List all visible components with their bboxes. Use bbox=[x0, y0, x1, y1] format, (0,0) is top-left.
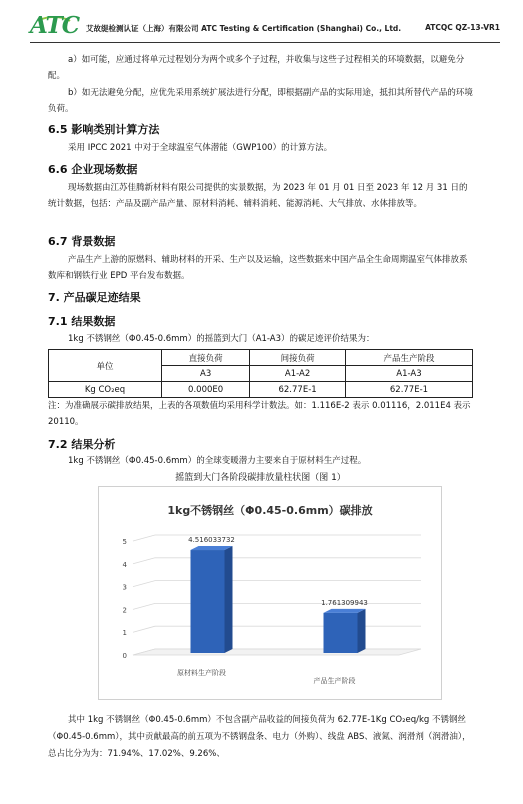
y-tick-label: 2 bbox=[122, 606, 127, 615]
header-doc-code: ATCQC QZ-13-VR1 bbox=[425, 23, 500, 32]
company-logo bbox=[30, 12, 78, 40]
paragraph-6-7: 产品生产上游的原燃料、辅助材料的开采、生产以及运输，这些数据来中国产品全生命周期温室气体排放系数库和钢铁行业 EPD 平台发布数据。 bbox=[48, 255, 468, 281]
table-note: 注：为准确展示碳排放结果，上表的各项数值均采用科学计数法。如：1.116E-2 表示 0.01116，2.011E4 表示 20110。 bbox=[48, 401, 471, 427]
chart-container bbox=[98, 486, 442, 700]
y-tick-label: 3 bbox=[122, 583, 127, 592]
gridline bbox=[133, 558, 421, 564]
results-table bbox=[48, 349, 473, 398]
data-label: 4.516033732 bbox=[188, 536, 235, 545]
gridline bbox=[133, 603, 421, 609]
table-sub-production: A1-A3 bbox=[345, 366, 472, 382]
heading-6-7: 6.7 背景数据 bbox=[48, 235, 116, 248]
x-category-label: 产品生产阶段 bbox=[313, 677, 356, 685]
table-cell-unit: Kg CO₂eq bbox=[49, 382, 162, 398]
y-tick-label: 1 bbox=[122, 629, 127, 638]
header-divider bbox=[30, 42, 500, 43]
bar bbox=[324, 613, 358, 653]
paragraph-7-2: 1kg 不锈钢丝（Φ0.45-0.6mm）的全球变暖潜力主要来自于原材料生产过程。 bbox=[68, 456, 367, 466]
gridline bbox=[133, 581, 421, 587]
header-company-name: 艾故缇检测认证（上海）有限公司 ATC Testing & Certification (Shanghai) Co., Ltd. bbox=[86, 24, 402, 33]
table-cell-production: 62.77E-1 bbox=[345, 382, 472, 398]
paragraph-6-6: 现场数据由江苏佳腾新材料有限公司提供的实景数据，为 2023 年 01 月 01 日至 2023 年 12 月 31 日的统计数据，包括：产品及副产品产量、原材料消耗、辅料消耗、能源消耗、大气排放、水体排放等。 bbox=[48, 183, 468, 209]
y-tick-label: 4 bbox=[122, 560, 127, 569]
bar-chart bbox=[99, 487, 441, 699]
heading-6-6: 6.6 企业现场数据 bbox=[48, 163, 138, 176]
x-category-label: 原材料生产阶段 bbox=[177, 669, 226, 677]
heading-7-1: 7.1 结果数据 bbox=[48, 315, 116, 328]
table-sub-indirect: A1-A2 bbox=[250, 366, 346, 382]
figure-caption: 摇篮到大门各阶段碳排放量柱状图（图 1） bbox=[175, 473, 346, 483]
table-cell-direct: 0.000E0 bbox=[162, 382, 250, 398]
table-header-direct: 直接负荷 bbox=[162, 350, 250, 366]
paragraph-7-1-intro: 1kg 不锈钢丝（Φ0.45-0.6mm）的摇篮到大门（A1-A3）的碳足迹评价结果为： bbox=[68, 334, 375, 344]
paragraph-6-5: 采用 IPCC 2021 中对于全球温室气体潜能（GWP100）的计算方法。 bbox=[68, 143, 333, 153]
heading-7: 7. 产品碳足迹结果 bbox=[48, 291, 141, 304]
bar-side bbox=[225, 546, 233, 653]
bar bbox=[191, 550, 225, 653]
table-header-row bbox=[49, 350, 473, 366]
heading-7-2: 7.2 结果分析 bbox=[48, 438, 116, 451]
table-cell-indirect: 62.77E-1 bbox=[250, 382, 346, 398]
gridline bbox=[133, 626, 421, 632]
logo-text: ATC bbox=[30, 12, 80, 39]
y-tick-label: 5 bbox=[122, 538, 127, 546]
chart-title: 1kg不锈钢丝（Φ0.45-0.6mm）碳排放 bbox=[167, 504, 373, 517]
chart-floor bbox=[133, 649, 421, 655]
table-header-unit: 单位 bbox=[49, 350, 162, 382]
table-header-production: 产品生产阶段 bbox=[345, 350, 472, 366]
table-row bbox=[49, 382, 473, 398]
paragraph-a: a）如可能，应通过将单元过程划分为两个或多个子过程，并收集与这些子过程相关的环境数据，以避免分配。 bbox=[48, 55, 465, 81]
table-sub-direct: A3 bbox=[162, 366, 250, 382]
page-header bbox=[30, 12, 500, 40]
gridline bbox=[133, 535, 421, 541]
data-label: 1.761309943 bbox=[321, 598, 368, 607]
y-tick-label: 0 bbox=[122, 652, 127, 660]
bar-side bbox=[358, 609, 366, 653]
table-header-indirect: 间接负荷 bbox=[250, 350, 346, 366]
paragraph-b: b）如无法避免分配，应优先采用系统扩展法进行分配，即根据副产品的实际用途，抵扣其所替代产品的环境负荷。 bbox=[48, 88, 473, 114]
heading-6-5: 6.5 影响类别计算方法 bbox=[48, 123, 160, 136]
paragraph-closing: 其中 1kg 不锈钢丝（Φ0.45-0.6mm）不包含副产品收益的间接负荷为 62.77E-1Kg CO₂eq/kg 不锈钢丝（Φ0.45-0.6mm），其中贡献最高的前五项为不锈钢盘条、电力（外购）、线盘 ABS、液氮、润滑剂（润滑油），总占比分为为：71.94%、17.02%、9.26%、 bbox=[48, 715, 471, 759]
